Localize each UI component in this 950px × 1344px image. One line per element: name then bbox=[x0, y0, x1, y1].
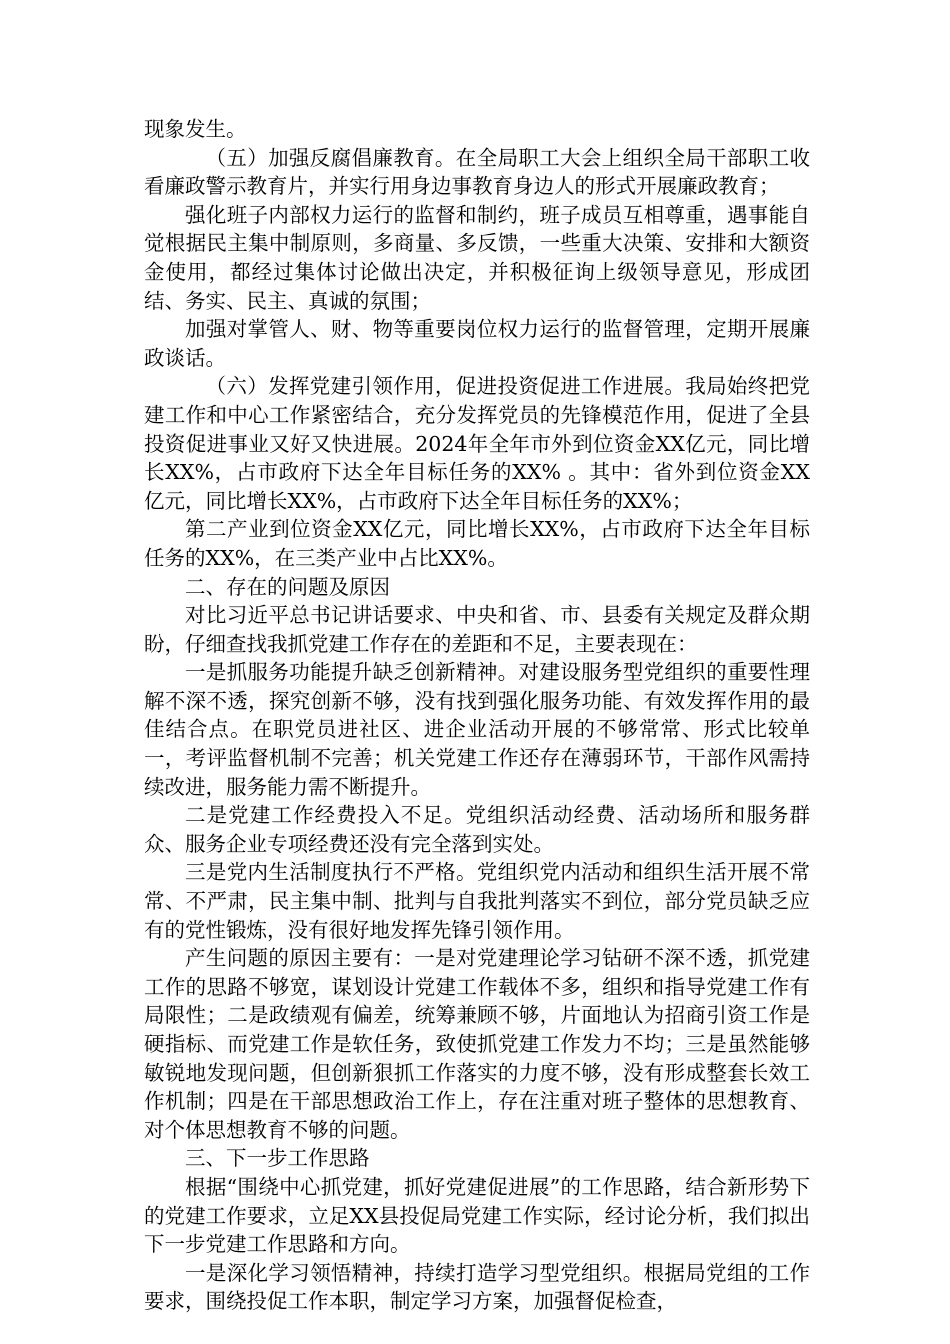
paragraph-causes: 产生问题的原因主要有：一是对党建理论学习钻研不深不透，抓党建工作的思路不够宽，谋划设计党建工作载体不多，组织和指导党建工作有局限性；二是政绩观有偏差，统筹兼顾不够，片面地认为招商引资工作是硬指标、而党建工作是软任务，致使抓党建工作发力不均；三是虽然能够敏锐地发现问题，但创新狠抓工作落实的力度不够，没有形成整套长效工作机制；四是在干部思想政治工作上，存在注重对班子整体的思想教育、对个体思想教育不够的问题。 bbox=[144, 946, 810, 1142]
document-body bbox=[144, 115, 810, 1316]
paragraph-problems-intro: 对比习近平总书记讲话要求、中央和省、市、县委有关规定及群众期盼，仔细查找我抓党建工作存在的差距和不足，主要表现在： bbox=[144, 603, 810, 656]
heading-problems-and-causes: 二、存在的问题及原因 bbox=[185, 574, 390, 599]
paragraph-key-posts-supervision: 加强对掌管人、财、物等重要岗位权力运行的监督管理，定期开展廉政谈话。 bbox=[144, 317, 810, 370]
paragraph-next-step-1: 一是深化学习领悟精神，持续打造学习型党组织。根据局党组的工作要求，围绕投促工作本职，制定学习方案，加强督促检查， bbox=[144, 1260, 810, 1314]
heading-next-steps: 三、下一步工作思路 bbox=[185, 1146, 370, 1171]
paragraph-section-5: （五）加强反腐倡廉教育。在全局职工大会上组织全局干部职工收看廉政警示教育片，并实行用身边事教育身边人的形式开展廉政教育； bbox=[144, 145, 810, 199]
paragraph-problem-1: 一是抓服务功能提升缺乏创新精神。对建设服务型党组织的重要性理解不深不透，探究创新不够，没有找到强化服务功能、有效发挥作用的最佳结合点。在职党员进社区、进企业活动开展的不够常常、形式比较单一，考评监督机制不完善；机关党建工作还存在薄弱环节，干部作风需持续改进，服务能力需不断提升。 bbox=[144, 660, 810, 799]
paragraph-problem-3: 三是党内生活制度执行不严格。党组织党内活动和组织生活开展不常常、不严肃，民主集中制、批判与自我批判落实不到位，部分党员缺乏应有的党性锻炼，没有很好地发挥先锋引领作用。 bbox=[144, 860, 810, 942]
paragraph-next-steps-intro: 根据“围绕中心抓党建，抓好党建促进展”的工作思路，结合新形势下的党建工作要求，立足XX县投促局党建工作实际，经讨论分析，我们拟出下一步党建工作思路和方向。 bbox=[144, 1174, 810, 1257]
paragraph-secondary-industry: 第二产业到位资金XX亿元，同比增长XX%，占市政府下达全年目标任务的XX%，在三类产业中占比XX%。 bbox=[144, 517, 810, 570]
paragraph-team-supervision: 强化班子内部权力运行的监督和制约，班子成员互相尊重，遇事能自觉根据民主集中制原则，多商量、多反馈，一些重大决策、安排和大额资金使用，都经过集体讨论做出决定，并积极征询上级领导意见，形成团结、务实、民主、真诚的氛围； bbox=[144, 202, 810, 313]
paragraph-continuation: 现象发生。 bbox=[144, 117, 247, 141]
paragraph-section-6: （六）发挥党建引领作用，促进投资促进工作进展。我局始终把党建工作和中心工作紧密结合，充分发挥党员的先锋模范作用，促进了全县投资促进事业又好又快进展。2024年全年市外到位资金XX亿元，同比增长XX%，占市政府下达全年目标任务的XX% 。其中：省外到位资金XX亿元，同比增长XX%，占市政府下达全年目标任务的XX%； bbox=[144, 374, 810, 513]
paragraph-problem-2: 二是党建工作经费投入不足。党组织活动经费、活动场所和服务群众、服务企业专项经费还没有完全落到实处。 bbox=[144, 803, 810, 856]
